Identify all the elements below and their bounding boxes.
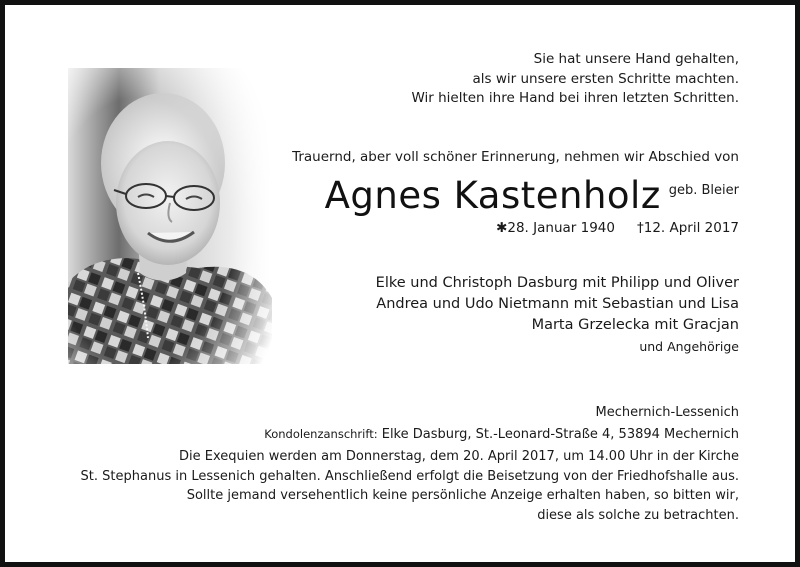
condolence-address-text: Elke Dasburg, St.-Leonard-Straße 4, 53894 Mechernich	[381, 427, 739, 442]
condolence-address	[264, 425, 739, 444]
info-line: Die Exequien werden am Donnerstag, dem 20. April 2017, um 14.00 Uhr in der Kirche	[179, 449, 739, 464]
info-line: diese als solche zu betrachten.	[537, 507, 739, 523]
condolence-label: Kondolenzanschrift:	[264, 427, 378, 441]
portrait-image	[68, 68, 272, 364]
funeral-info	[81, 447, 739, 525]
deceased-name-line	[325, 174, 739, 218]
family-member: Andrea und Udo Nietmann mit Sebastian und Lisa	[376, 296, 739, 312]
life-dates	[496, 219, 739, 237]
deceased-name: Agnes Kastenholz	[324, 174, 661, 217]
family-list	[376, 273, 739, 357]
family-member: Marta Grzelecka mit Gracjan	[531, 317, 739, 333]
info-line: St. Stephanus in Lessenich gehalten. Anschließend erfolgt die Beisetzung von der Friedhofshalle aus.	[80, 468, 739, 484]
birth-name: geb. Bleier	[668, 183, 739, 198]
poem	[411, 50, 739, 109]
family-member: Elke und Christoph Dasburg mit Philipp und Oliver	[375, 275, 739, 291]
birth-date: ✱28. Januar 1940	[496, 220, 615, 236]
death-date: †12. April 2017	[636, 220, 739, 236]
portrait-photo	[68, 68, 272, 364]
intro-text: Trauernd, aber voll schöner Erinnerung, nehmen wir Abschied von	[292, 149, 739, 165]
place: Mechernich-Lessenich	[595, 405, 739, 420]
poem-line: Sie hat unsere Hand gehalten,	[533, 51, 739, 67]
poem-line: Wir hielten ihre Hand bei ihren letzten Schritten.	[411, 90, 739, 106]
poem-line: als wir unsere ersten Schritte machten.	[472, 70, 739, 87]
relatives: und Angehörige	[639, 339, 739, 354]
info-line: Sollte jemand versehentlich keine persönliche Anzeige erhalten haben, so bitten wir,	[186, 488, 739, 503]
